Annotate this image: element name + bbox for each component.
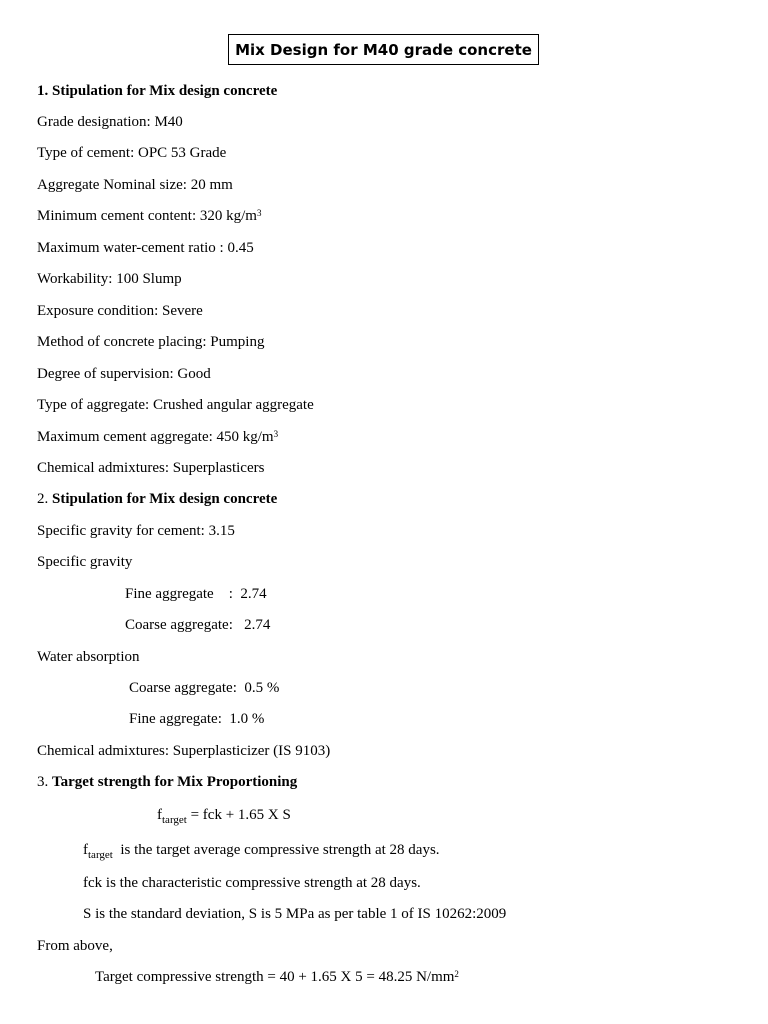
aggregate-type: Type of aggregate: Crushed angular aggregate (37, 397, 314, 413)
section-2-number: 2. (37, 491, 52, 507)
grade-designation: Grade designation: M40 (37, 114, 183, 130)
section-3-title: Target strength for Mix Proportioning (52, 774, 298, 790)
workability: Workability: 100 Slump (37, 271, 182, 287)
sg-label: Specific gravity (37, 554, 133, 570)
definition-fck: fck is the characteristic compressive strength at 28 days. (83, 875, 421, 891)
sg-cement: Specific gravity for cement: 3.15 (37, 523, 235, 539)
aggregate-size: Aggregate Nominal size: 20 mm (37, 177, 233, 193)
chemical-admixtures-2: Chemical admixtures: Superplasticizer (IS 9103) (37, 743, 331, 759)
placing-method: Method of concrete placing: Pumping (37, 334, 265, 350)
result-text: Target compressive strength = 40 + 1.65 X 5 = 48.25 N/mm (95, 969, 455, 985)
definition-s: S is the standard deviation, S is 5 MPa as per table 1 of IS 10262:2009 (83, 906, 507, 922)
max-cement-aggregate (37, 428, 278, 446)
unit-superscript: 3 (273, 429, 279, 439)
sg-coarse-aggregate: Coarse aggregate: 2.74 (125, 617, 271, 633)
exposure-condition: Exposure condition: Severe (37, 303, 203, 319)
min-cement-text: Minimum cement content: 320 kg/m (37, 208, 257, 224)
from-above: From above, (37, 938, 113, 954)
water-absorption-label: Water absorption (37, 649, 140, 665)
max-cement-agg-text: Maximum cement aggregate: 450 kg/m (37, 429, 274, 445)
formula-f: f (157, 807, 162, 823)
def-ftarget-text: is the target average compressive strength at 28 days. (112, 842, 440, 858)
section-2-heading (37, 490, 277, 508)
section-3-number: 3. (37, 774, 52, 790)
section-3-heading (37, 773, 297, 791)
formula-subscript: target (162, 814, 187, 826)
cement-type: Type of cement: OPC 53 Grade (37, 145, 227, 161)
max-water-cement-ratio: Maximum water-cement ratio : 0.45 (37, 240, 254, 256)
wa-coarse-aggregate: Coarse aggregate: 0.5 % (129, 680, 280, 696)
target-strength-formula (157, 806, 291, 825)
section-1-heading: 1. Stipulation for Mix design concrete (37, 83, 278, 99)
definition-ftarget (83, 841, 440, 860)
def-f: f (83, 842, 88, 858)
formula-rest: = fck + 1.65 X S (186, 807, 291, 823)
section-2-title: Stipulation for Mix design concrete (52, 491, 278, 507)
target-strength-result (95, 968, 459, 986)
wa-fine-aggregate: Fine aggregate: 1.0 % (129, 711, 265, 727)
page-title (228, 34, 539, 65)
result-superscript: 2 (454, 969, 459, 979)
page-title-text: Mix Design for M40 grade concrete (235, 40, 532, 59)
unit-superscript: 3 (256, 208, 262, 218)
min-cement-content (37, 207, 261, 225)
chemical-admixtures-1: Chemical admixtures: Superplasticers (37, 460, 265, 476)
def-subscript: target (88, 849, 113, 861)
supervision-degree: Degree of supervision: Good (37, 366, 211, 382)
sg-fine-aggregate: Fine aggregate : 2.74 (125, 586, 267, 602)
